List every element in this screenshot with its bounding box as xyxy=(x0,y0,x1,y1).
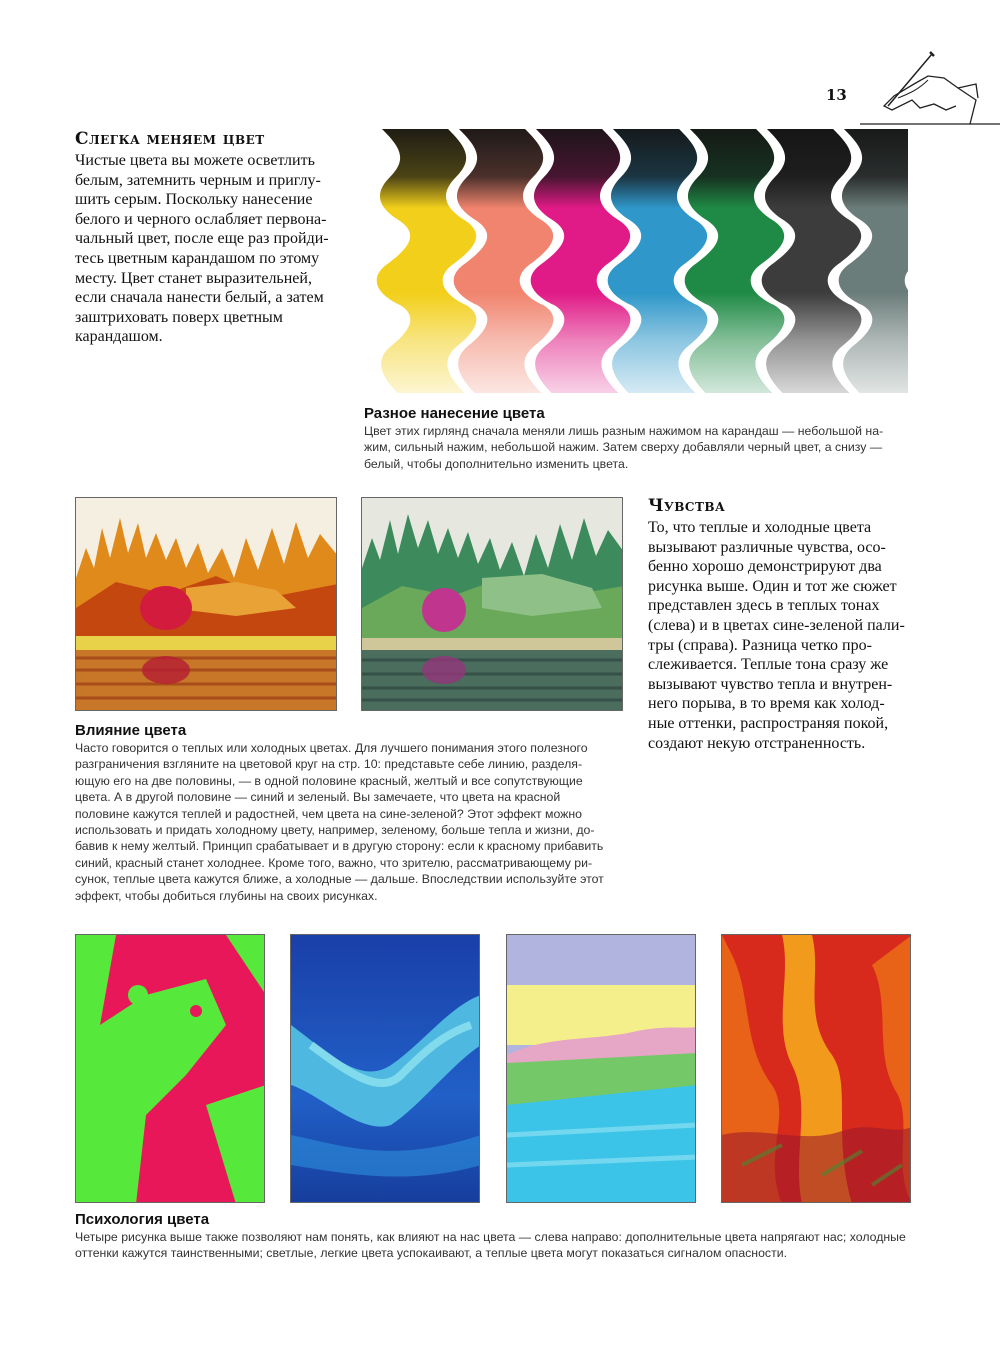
influence-text: Часто говорится о теплых или холодных цветах. Для лучшего понимания этого полезного разграничения взгляните на цветовой круг на стр. 10: представьте себе линию, разделя- ющую его на две половины, — в одной половине красный, желтый и все сопутствующие цвета. А в другой половине — синий и зеленый. Вы замечаете, что цвета на красной половине кажутся теплей и радостней, чем цвета на сине-зеленой? Этот эффект можно использовать и придать холодному цвету, например, зеленому, больше тепла и жизни, до- бавив к нему желтый. Принцип срабатывает и в другую сторону: если к красному прибавить синий, красный станет холоднее. Кроме того, важно, что зрителю, рассматривающему ри- сунок, теплые цвета кажутся ближе, а холодные — дальше. Впоследствии используйте этот эффект, чтобы добиться глубины на своих рисунках. xyxy=(75,741,604,903)
cool-mysterious-image xyxy=(290,934,480,1203)
psychology-title: Психология цвета xyxy=(75,1211,210,1228)
light-calm-image xyxy=(506,934,696,1203)
section-tint-text: Чистые цвета вы можете осветлить белым, затемнить черным и приглу- шить серым. Поскольку нанесение белого и черного ослабляет первона- чальный цвет, после еще раз пройди- тесь цветным карандашом по этому месту. Цвет станет выразительней, если сначала нанести белый, а затем заштриховать поверх цветным карандашом. xyxy=(75,152,329,346)
garland-7 xyxy=(839,129,908,393)
section-influence xyxy=(75,722,635,904)
garlands-title: Разное нанесение цвета xyxy=(364,405,545,422)
warm-danger-image xyxy=(721,934,911,1203)
warm-landscape-image xyxy=(75,497,337,711)
psychology-text: Четыре рисунка выше также позволяют нам понять, как влияют на нас цвета — слева направо: дополнительные цвета напрягают нас; холодные оттенки кажутся таинственными; светлые, легкие цвета успокаивают, а теплые цвета могут показаться сигналом опасности. xyxy=(75,1230,906,1261)
complementary-colors-image xyxy=(75,934,265,1203)
influence-title: Влияние цвета xyxy=(75,722,187,739)
drawing-hand-icon xyxy=(858,48,1000,128)
section-tint-title: Слегка меняем цвет xyxy=(75,129,265,149)
section-tint xyxy=(75,129,360,347)
page-number: 13 xyxy=(826,86,847,104)
garlands-text: Цвет этих гирлянд сначала меняли лишь разным нажимом на карандаш — небольшой на- жим, сильный нажим, небольшой нажим. Затем сверху добавляли черный цвет, а снизу — белый, чтобы дополнительно изменить цвета. xyxy=(364,424,884,471)
garlands-caption xyxy=(364,405,924,472)
section-feelings xyxy=(648,496,938,753)
garland-swatches xyxy=(368,125,908,397)
cool-landscape-image xyxy=(361,497,623,711)
section-feelings-text: То, что теплые и холодные цвета вызывают различные чувства, осо- бенно хорошо демонстрируют два рисунка выше. Один и тот же сюжет представлен здесь в теплых тонах (слева) и в цветах сине-зеленой пали- тры (справа). Разница четко про- слеживается. Теплые тона сразу же вызывают чувство тепла и внутрен- него порыва, в то время как холод- ные оттенки, распространяя покой, создают некую отстраненность. xyxy=(648,519,905,752)
section-psychology xyxy=(75,1211,945,1262)
section-feelings-title: Чувства xyxy=(648,496,726,516)
